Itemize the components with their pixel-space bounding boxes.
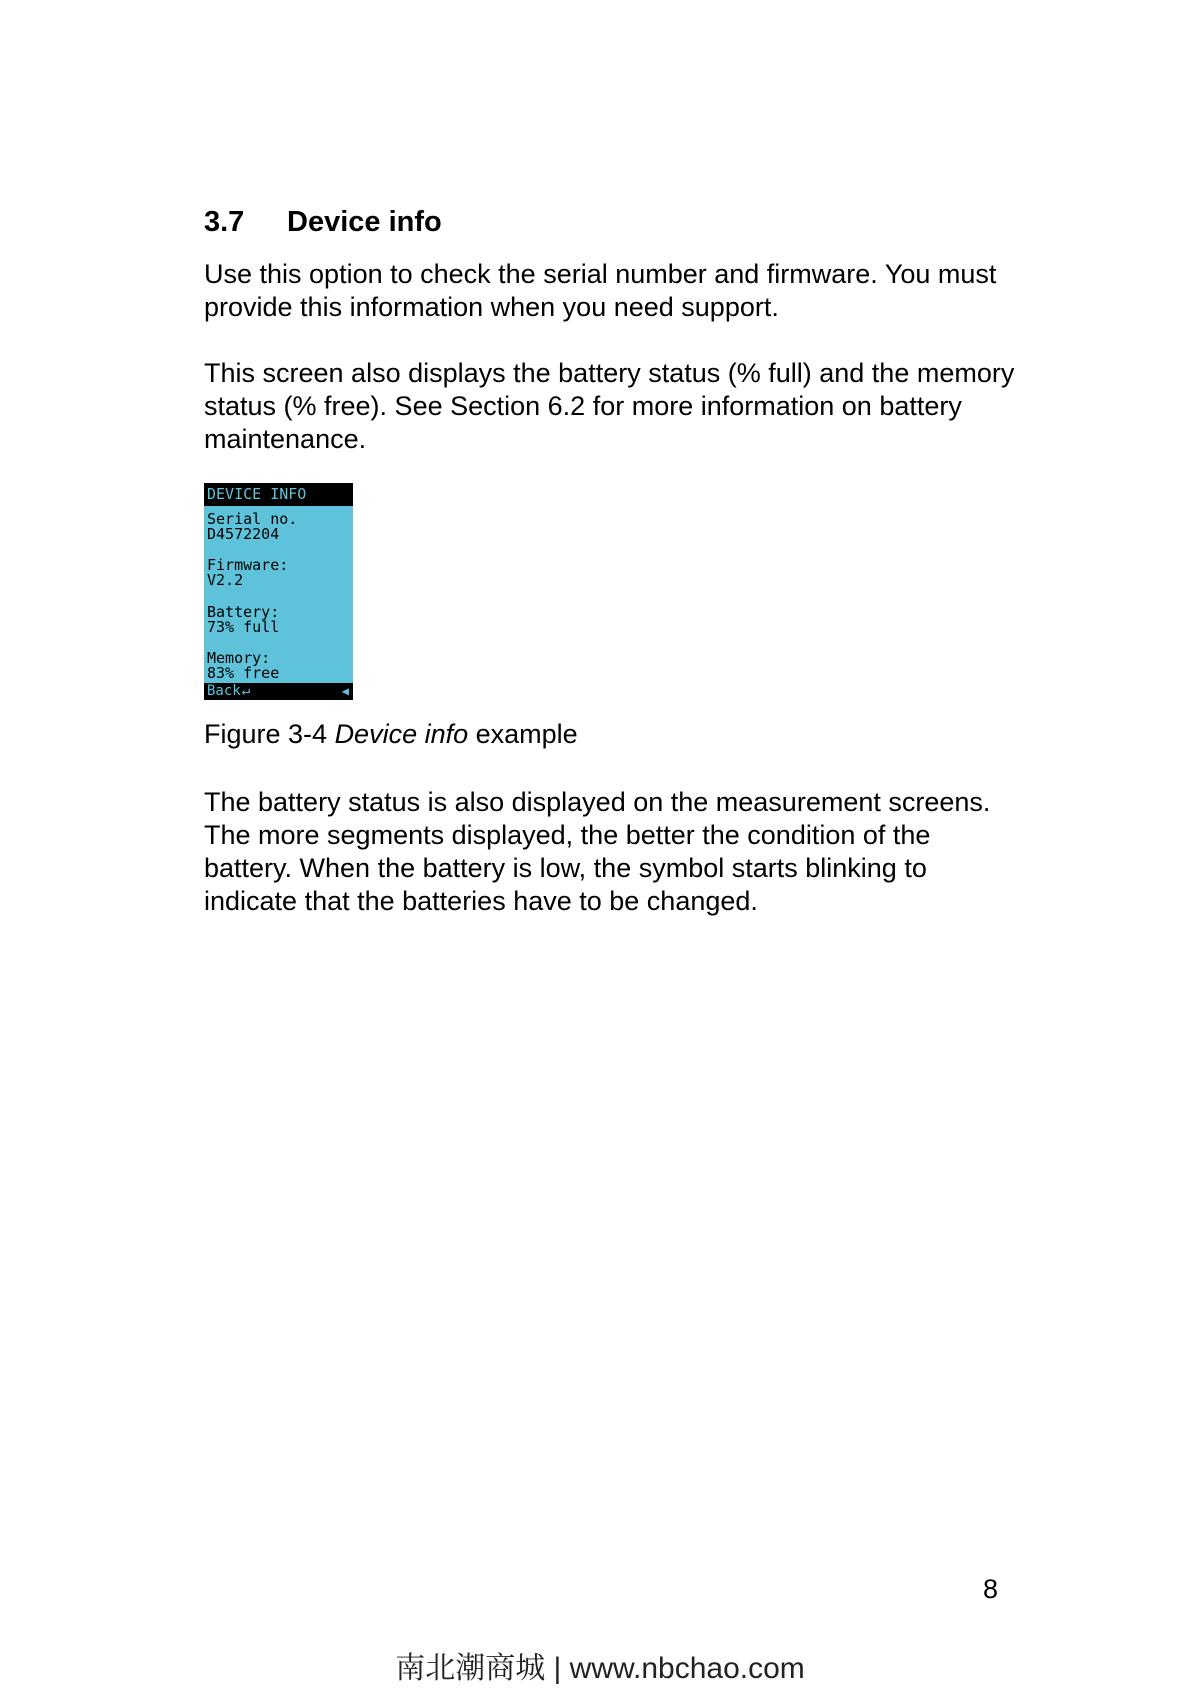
watermark: 南北潮商城 | www.nbchao.com	[395, 1652, 805, 1685]
lcd-memory-value: 83% free	[207, 664, 280, 682]
lcd-firmware-label: Firmware:	[207, 556, 289, 574]
status-paragraph: This screen also displays the battery status (% full) and the memory status (% free). See Section 6.2 for more information on battery maintenance.	[204, 358, 1015, 454]
section-number: 3.7	[204, 206, 245, 238]
section-heading	[204, 204, 442, 240]
figure-caption	[204, 718, 578, 751]
lcd-firmware-block	[207, 558, 288, 588]
lcd-battery-value: 73% full	[207, 618, 280, 636]
section-title: Device info	[287, 206, 442, 238]
lcd-battery-label: Battery:	[207, 603, 280, 621]
caption-prefix: Figure 3-4	[204, 719, 335, 749]
battery-paragraph: The battery status is also displayed on the measurement screens. The more segments displayed, the better the condition of the battery. When the battery is low, the symbol starts blinking to indicate that the batteries have to be changed.	[204, 787, 991, 916]
caption-italic: Device info	[334, 719, 469, 749]
enter-icon: ↵	[241, 683, 251, 699]
lcd-serial-value: D4572204	[207, 525, 280, 543]
intro-paragraph: Use this option to check the serial number and firmware. You must provide this information when you need support.	[204, 259, 997, 322]
lcd-battery-block	[207, 605, 279, 635]
lcd-firmware-value: V2.2	[207, 571, 244, 589]
caption-suffix: example	[468, 719, 578, 749]
lcd-title-bar: DEVICE INFO	[204, 483, 353, 506]
lcd-memory-label: Memory:	[207, 649, 271, 667]
lcd-footer-bar	[204, 683, 353, 700]
lcd-serial-label: Serial no.	[207, 510, 298, 528]
lcd-memory-block	[207, 651, 279, 681]
lcd-back-label: Back	[207, 683, 241, 699]
lcd-serial-block	[207, 512, 297, 542]
arrow-left-icon: ◀	[341, 684, 349, 698]
device-info-screen	[204, 483, 353, 700]
page-number: 8	[983, 1574, 999, 1604]
